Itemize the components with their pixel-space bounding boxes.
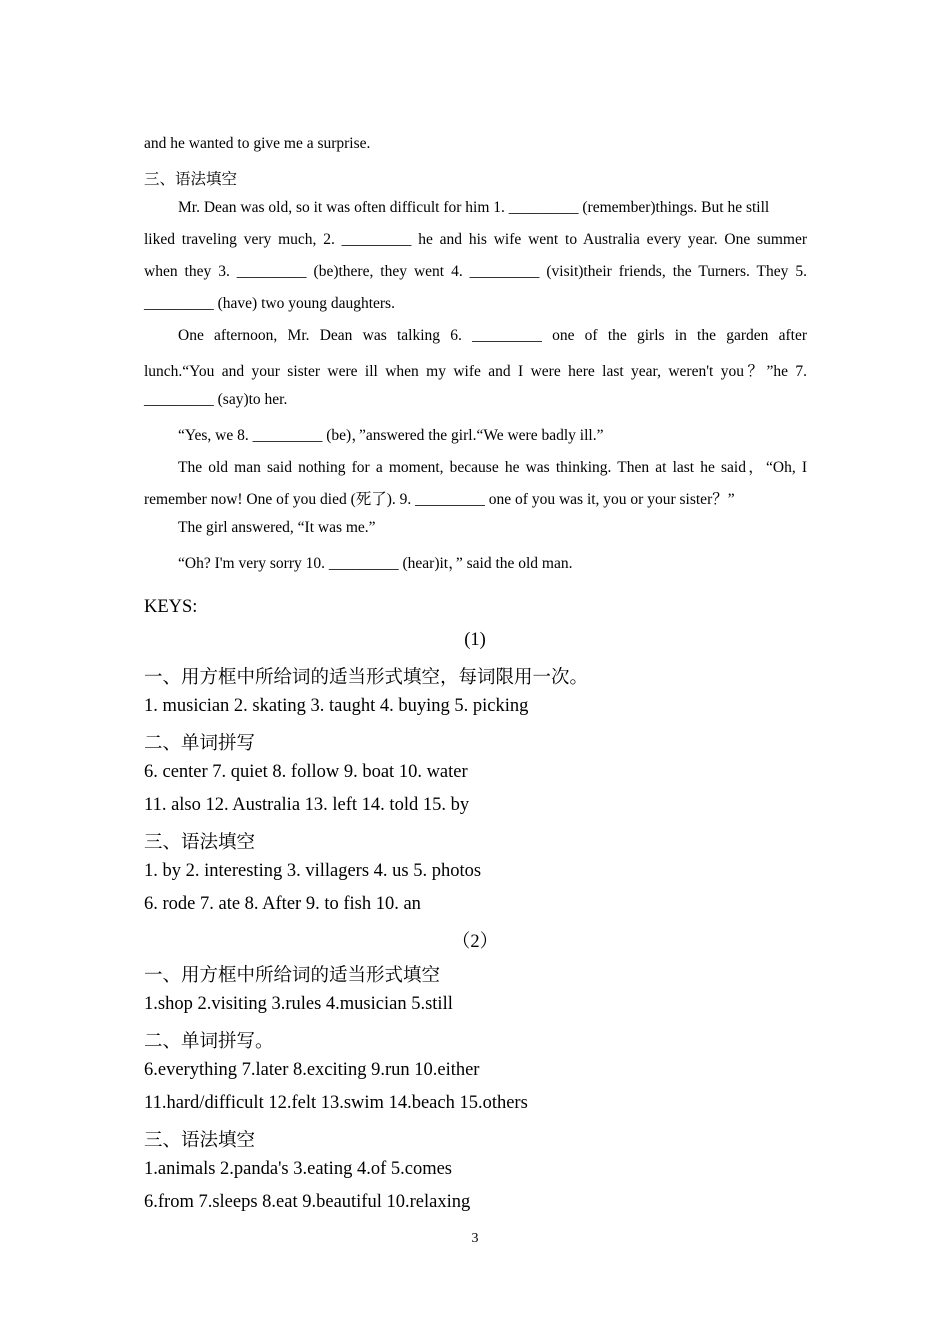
- key-line: 1. by 2. interesting 3. villagers 4. us 5. photos: [144, 861, 482, 881]
- page-number: 3: [471, 1231, 479, 1246]
- key-line: 三、语法填空: [144, 833, 256, 853]
- key-line: 一、用方框中所给词的适当形式填空: [144, 966, 441, 986]
- passage-line: when they 3. _________ (be)there, they went 4. _________ (visit)their friends, the Turners. They 5.: [144, 263, 807, 280]
- key-line: 6.from 7.sleeps 8.eat 9.beautiful 10.relaxing: [144, 1192, 471, 1212]
- passage-line: and he wanted to give me a surprise.: [144, 135, 371, 152]
- passage-line: The old man said nothing for a moment, because he was thinking. Then at last he said，“Oh, I: [178, 459, 807, 476]
- keys-part1-heading: (1): [464, 630, 486, 650]
- key-line: 6. center 7. quiet 8. follow 9. boat 10. water: [144, 762, 468, 782]
- section-heading: 三、语法填空: [144, 171, 238, 188]
- passage-line: “Oh? I'm very sorry 10. _________ (hear)it，” said the old man.: [178, 555, 573, 572]
- key-line: 三、语法填空: [144, 1131, 256, 1151]
- key-line: 二、单词拼写: [144, 734, 256, 754]
- passage-line: “Yes, we 8. _________ (be)，”answered the girl.“We were badly ill.”: [178, 427, 604, 444]
- passage-line: Mr. Dean was old, so it was often difficult for him 1. _________ (remember)things. But he still: [178, 199, 770, 216]
- key-line: 二、单词拼写。: [144, 1032, 274, 1052]
- key-line: 11.hard/difficult 12.felt 13.swim 14.beach 15.others: [144, 1093, 528, 1113]
- keys-title: KEYS:: [144, 597, 198, 617]
- key-line: 1. musician 2. skating 3. taught 4. buying 5. picking: [144, 696, 529, 716]
- passage-line: _________ (say)to her.: [144, 391, 288, 408]
- passage-line: lunch.“You and your sister were ill when my wife and I were here last year, weren't you？”he 7.: [144, 363, 807, 380]
- key-line: 6.everything 7.later 8.exciting 9.run 10.either: [144, 1060, 480, 1080]
- passage-line: liked traveling very much, 2. _________ he and his wife went to Australia every year. One summer: [144, 231, 807, 248]
- key-line: 1.shop 2.visiting 3.rules 4.musician 5.still: [144, 994, 453, 1014]
- key-line: 一、用方框中所给词的适当形式填空，每词限用一次。: [144, 668, 589, 688]
- key-line: 1.animals 2.panda's 3.eating 4.of 5.comes: [144, 1159, 452, 1179]
- passage-line: The girl answered, “It was me.”: [178, 519, 376, 536]
- passage-line: _________ (have) two young daughters.: [144, 295, 395, 312]
- passage-line: One afternoon, Mr. Dean was talking 6. _________ one of the girls in the garden after: [178, 327, 807, 344]
- passage-line: remember now! One of you died (死了). 9. _________ one of you was it, you or your sister？”: [144, 491, 735, 508]
- key-line: 11. also 12. Australia 13. left 14. told 15. by: [144, 795, 470, 815]
- key-line: 6. rode 7. ate 8. After 9. to fish 10. an: [144, 894, 421, 914]
- keys-part2-heading: （2）: [451, 932, 499, 952]
